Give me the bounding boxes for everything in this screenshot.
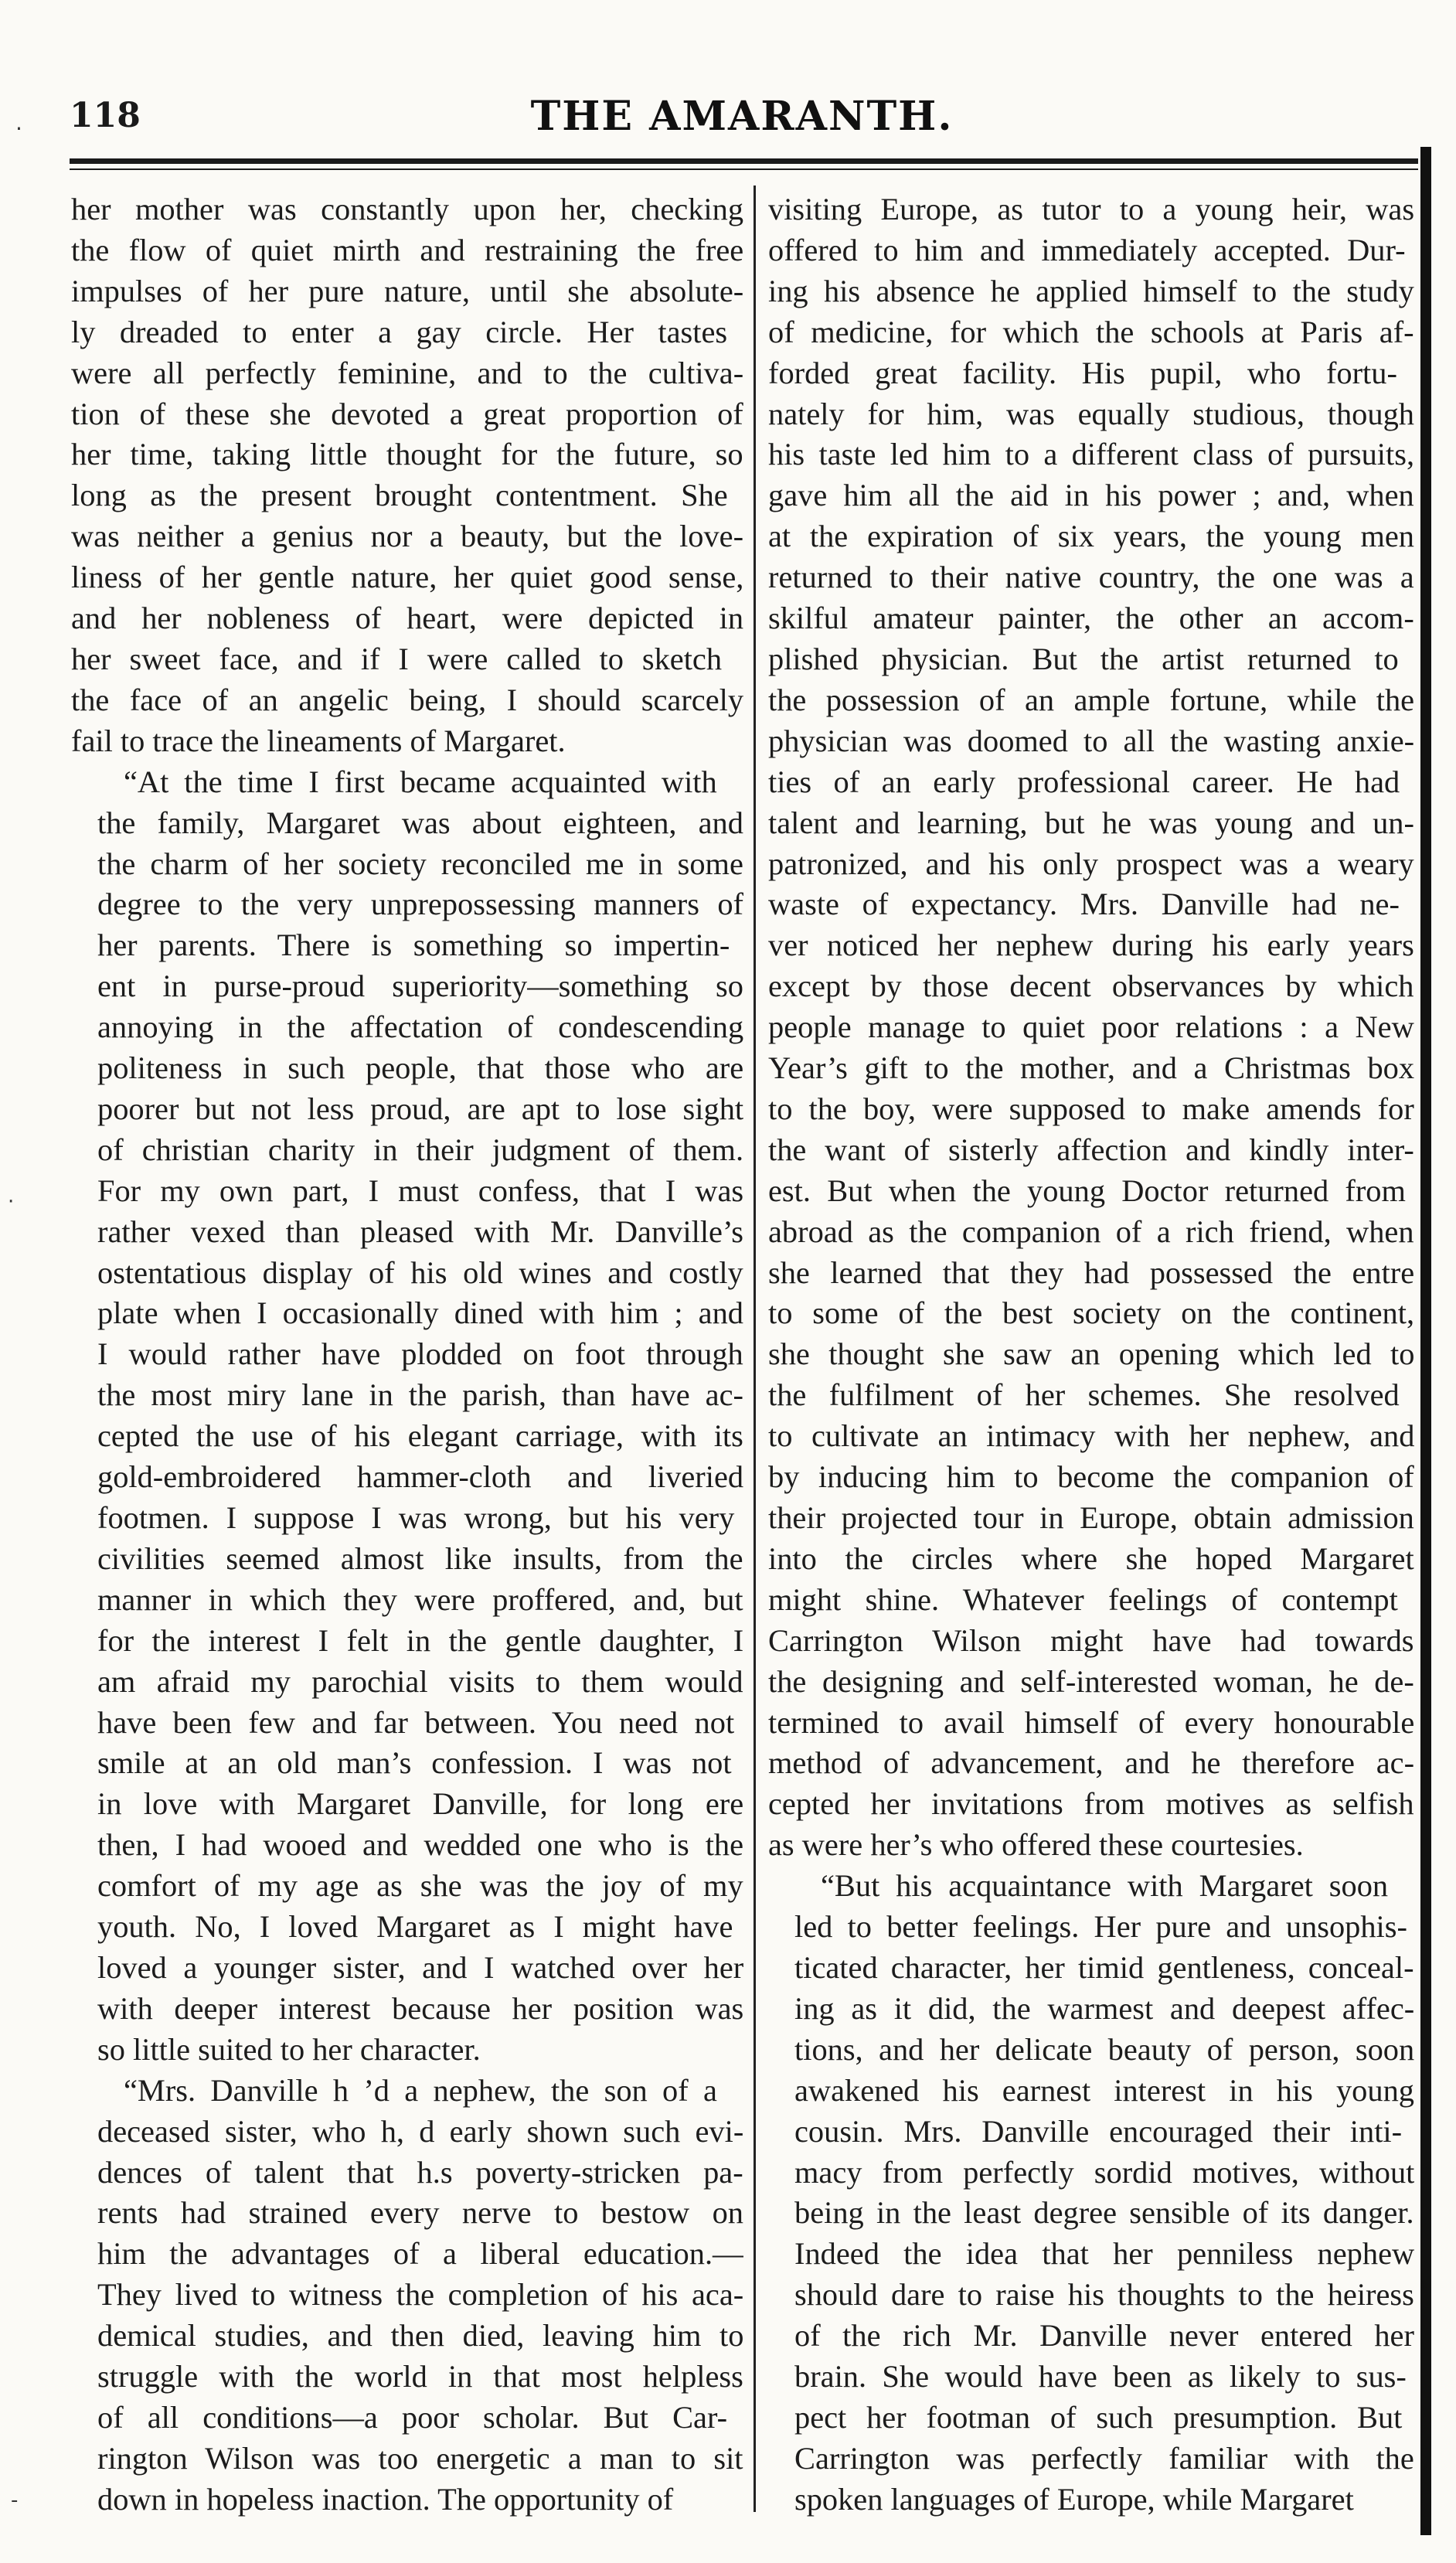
text-line: the designing and self-interested woman, he de- bbox=[768, 1663, 1414, 1699]
text-line: she learned that they had possessed the entre bbox=[768, 1254, 1414, 1290]
text-line: spoken languages of Europe, while Margaret bbox=[794, 2481, 1354, 2517]
text-line: the charm of her society reconciled me in some bbox=[97, 846, 743, 881]
text-line: Year’s gift to the mother, and a Christmas box bbox=[768, 1050, 1414, 1086]
text-line: footmen. I suppose I was wrong, but his very bbox=[97, 1500, 735, 1535]
text-line: to the boy, were supposed to make amends for bbox=[768, 1091, 1414, 1126]
text-line: the face of an angelic being, I should scarcely bbox=[71, 682, 743, 717]
text-line: macy from perfectly sordid motives, without bbox=[794, 2154, 1414, 2190]
text-line: the fulfilment of her schemes. She resolved bbox=[768, 1377, 1400, 1413]
text-line: might shine. Whatever feelings of contempt bbox=[768, 1581, 1398, 1617]
text-line: manner in which they were proffered, and, but bbox=[97, 1581, 743, 1617]
text-line: patronized, and his only prospect was a weary bbox=[768, 846, 1414, 881]
text-line: visiting Europe, as tutor to a young heir, was bbox=[768, 192, 1414, 226]
text-line: him the advantages of a liberal education.— bbox=[97, 2236, 743, 2272]
text-line: with deeper interest because her position was bbox=[97, 1990, 743, 2026]
text-line: offered to him and immediately accepted. Dur- bbox=[768, 232, 1406, 267]
text-line: plished physician. But the artist returned to bbox=[768, 641, 1399, 676]
text-line: her mother was constantly upon her, checking bbox=[71, 192, 743, 226]
text-line: the want of sisterly affection and kindly inter- bbox=[768, 1132, 1414, 1167]
text-line: gave him all the aid in his power ; and, when bbox=[768, 478, 1414, 513]
text-line: “But his acquaintance with Margaret soon bbox=[821, 1868, 1389, 1904]
left-column bbox=[71, 189, 743, 2531]
text-line: liness of her gentle nature, her quiet good sense, bbox=[71, 560, 743, 595]
text-line: physician was doomed to all the wasting anxie- bbox=[768, 723, 1414, 758]
text-line: so little suited to her character. bbox=[97, 2031, 481, 2067]
text-line: am afraid my parochial visits to them would bbox=[97, 1663, 743, 1699]
text-line: smile at an old man’s confession. I was not bbox=[97, 1745, 732, 1781]
text-line: They lived to witness the completion of his aca- bbox=[97, 2277, 743, 2313]
text-line: at the expiration of six years, the young men bbox=[768, 519, 1414, 554]
page-number: 118 bbox=[70, 96, 141, 135]
text-line: the family, Margaret was about eighteen, and bbox=[97, 805, 743, 840]
text-line: ostentatious display of his old wines and costly bbox=[97, 1254, 743, 1290]
running-title: THE AMARANTH. bbox=[530, 93, 954, 140]
text-line: cousin. Mrs. Danville encouraged their inti- bbox=[794, 2113, 1403, 2149]
text-line: Carrington was perfectly familiar with the bbox=[794, 2440, 1414, 2476]
text-line: the most miry lane in the parish, than have ac- bbox=[97, 1377, 743, 1413]
text-line: civilities seemed almost like insults, from the bbox=[97, 1540, 743, 1576]
text-line: was neither a genius nor a beauty, but the love- bbox=[71, 519, 743, 554]
text-line: her sweet face, and if I were called to sketch bbox=[71, 641, 723, 676]
text-line: abroad as the companion of a rich friend, when bbox=[768, 1213, 1414, 1249]
text-line: have been few and far between. You need not bbox=[97, 1704, 735, 1740]
text-line: loved a younger sister, and I watched over her bbox=[97, 1949, 743, 1985]
text-line: struggle with the world in that most helpless bbox=[97, 2359, 743, 2395]
paragraph bbox=[71, 2071, 743, 2520]
text-line: waste of expectancy. Mrs. Danville had ne- bbox=[768, 887, 1400, 922]
paragraph bbox=[768, 1866, 1414, 2520]
text-line: cepted her invitations from motives as selfish bbox=[768, 1786, 1414, 1822]
text-line: brain. She would have been as likely to sus- bbox=[794, 2359, 1407, 2395]
text-line: of the rich Mr. Danville never entered her bbox=[794, 2318, 1414, 2354]
scan-speck: · bbox=[8, 1190, 15, 1213]
text-line: politeness in such people, that those who are bbox=[97, 1050, 743, 1086]
header-rule-thick bbox=[70, 158, 1418, 164]
text-line: of medicine, for which the schools at Paris af- bbox=[768, 314, 1414, 349]
page-header bbox=[54, 93, 1430, 147]
text-line: and her nobleness of heart, were depicted in bbox=[71, 601, 743, 636]
text-line: of christian charity in their judgment of them. bbox=[97, 1132, 743, 1167]
right-column bbox=[768, 189, 1414, 2531]
header-rule-thin bbox=[70, 168, 1418, 170]
text-line: est. But when the young Doctor returned from bbox=[768, 1173, 1406, 1208]
column-divider bbox=[754, 186, 756, 2512]
text-line: except by those decent observances by which bbox=[768, 968, 1414, 1004]
text-line: annoying in the affectation of condescending bbox=[97, 1009, 743, 1045]
text-line: I would rather have plodded on foot through bbox=[97, 1336, 743, 1372]
text-line: youth. No, I loved Margaret as I might have bbox=[97, 1909, 733, 1945]
text-line: “Mrs. Danville h ’d a nephew, the son of a bbox=[124, 2072, 717, 2108]
text-line: Indeed the idea that her penniless nephew bbox=[794, 2236, 1414, 2272]
text-line: ticated character, her timid gentleness, conceal- bbox=[794, 1949, 1414, 1985]
text-line: degree to the very unprepossessing manners of bbox=[97, 887, 743, 922]
text-line: to cultivate an intimacy with her nephew, and bbox=[768, 1418, 1414, 1454]
page-edge-shadow bbox=[1420, 147, 1431, 2535]
text-line: the flow of quiet mirth and restraining the free bbox=[71, 232, 743, 267]
text-line: rington Wilson was too energetic a man to sit bbox=[97, 2440, 743, 2476]
text-line: pect her footman of such presumption. But bbox=[794, 2399, 1403, 2435]
text-line: forded great facility. His pupil, who fortu- bbox=[768, 355, 1397, 390]
text-line: ing his absence he applied himself to the study bbox=[768, 273, 1414, 308]
text-line: tions, and her delicate beauty of person, soon bbox=[794, 2031, 1414, 2067]
text-line: talent and learning, but he was young and un- bbox=[768, 805, 1414, 840]
text-line: were all perfectly feminine, and to the cultiva- bbox=[71, 355, 743, 390]
text-line: returned to their native country, the one was a bbox=[768, 560, 1414, 595]
text-line: of all conditions—a poor scholar. But Car- bbox=[97, 2399, 728, 2435]
text-line: deceased sister, who h, d early shown such evi- bbox=[97, 2113, 743, 2149]
text-line: led to better feelings. Her pure and unsophis- bbox=[794, 1909, 1407, 1945]
text-line: fail to trace the lineaments of Margaret. bbox=[71, 723, 566, 758]
text-line: tion of these she devoted a great proportion of bbox=[71, 396, 743, 431]
scan-speck: · bbox=[15, 116, 22, 141]
text-line: Carrington Wilson might have had towards bbox=[768, 1622, 1414, 1658]
text-line: rather vexed than pleased with Mr. Danville’s bbox=[97, 1213, 743, 1249]
text-line: nately for him, was equally studious, though bbox=[768, 396, 1414, 431]
paragraph bbox=[71, 762, 743, 2071]
text-line: his taste led him to a different class of pursuits, bbox=[768, 437, 1414, 472]
text-line: as were her’s who offered these courtesies. bbox=[768, 1827, 1304, 1863]
text-line: cepted the use of his elegant carriage, with its bbox=[97, 1418, 743, 1454]
text-line: to some of the best society on the continent, bbox=[768, 1295, 1414, 1331]
text-line: in love with Margaret Danville, for long ere bbox=[97, 1786, 743, 1822]
text-line: being in the least degree sensible of its danger. bbox=[794, 2195, 1414, 2231]
text-line: ver noticed her nephew during his early years bbox=[768, 928, 1414, 963]
text-line: skilful amateur painter, the other an accom- bbox=[768, 601, 1414, 636]
text-line: into the circles where she hoped Margaret bbox=[768, 1540, 1414, 1576]
text-line: people manage to quiet poor relations : a New bbox=[768, 1009, 1414, 1045]
text-line: ties of an early professional career. He had bbox=[768, 764, 1400, 799]
text-line: awakened his earnest interest in his young bbox=[794, 2072, 1414, 2108]
text-line: ly dreaded to enter a gay circle. Her tastes bbox=[71, 314, 728, 349]
text-line: For my own part, I must confess, that I was bbox=[97, 1173, 743, 1208]
scan-speck: - bbox=[11, 2489, 19, 2512]
text-line: ing as it did, the warmest and deepest affec- bbox=[794, 1990, 1414, 2026]
text-line: “At the time I first became acquainted with bbox=[124, 764, 717, 799]
text-line: she thought she saw an opening which led to bbox=[768, 1336, 1414, 1372]
text-line: method of advancement, and he therefore ac- bbox=[768, 1745, 1414, 1781]
text-line: impulses of her pure nature, until she absolute- bbox=[71, 273, 743, 308]
text-line: poorer but not less proud, are apt to lose sight bbox=[97, 1091, 743, 1126]
text-line: plate when I occasionally dined with him ; and bbox=[97, 1295, 743, 1331]
text-line: dences of talent that h.s poverty-stricken pa- bbox=[97, 2154, 743, 2190]
text-line: comfort of my age as she was the joy of my bbox=[97, 1868, 743, 1904]
text-line: her parents. There is something so impertin- bbox=[97, 928, 730, 963]
text-line: rents had strained every nerve to bestow on bbox=[97, 2195, 743, 2231]
text-line: her time, taking little thought for the future, so bbox=[71, 437, 743, 472]
text-line: should dare to raise his thoughts to the heiress bbox=[794, 2277, 1414, 2313]
text-line: their projected tour in Europe, obtain admission bbox=[768, 1500, 1414, 1535]
text-line: gold-embroidered hammer-cloth and liveried bbox=[97, 1459, 743, 1495]
text-line: by inducing him to become the companion of bbox=[768, 1459, 1414, 1495]
text-line: then, I had wooed and wedded one who is the bbox=[97, 1827, 743, 1863]
text-line: long as the present brought contentment. She bbox=[71, 478, 728, 513]
text-line: the possession of an ample fortune, while the bbox=[768, 682, 1414, 717]
paragraph bbox=[71, 189, 743, 762]
text-line: ent in purse-proud superiority—something so bbox=[97, 968, 743, 1004]
text-line: down in hopeless inaction. The opportunity of bbox=[97, 2481, 674, 2517]
text-line: demical studies, and then died, leaving him to bbox=[97, 2318, 743, 2354]
paragraph bbox=[768, 189, 1414, 1866]
text-line: termined to avail himself of every honourable bbox=[768, 1704, 1414, 1740]
text-line: for the interest I felt in the gentle daughter, I bbox=[97, 1622, 743, 1658]
